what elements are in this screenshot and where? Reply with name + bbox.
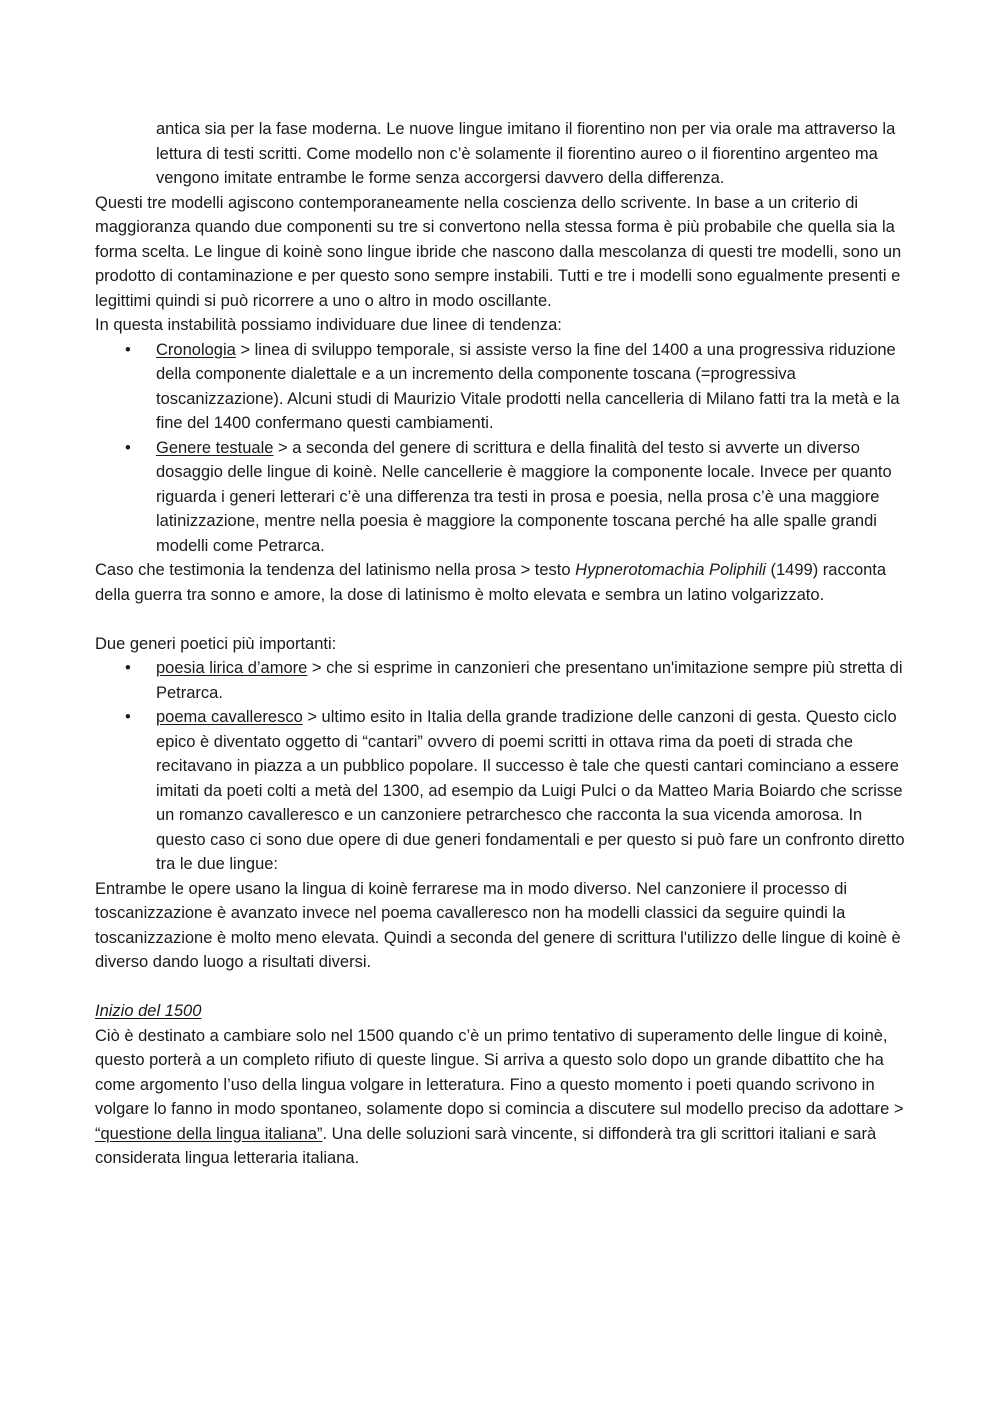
list-item-text: > che si esprime in canzonieri che presentano un'imitazione sempre più stretta di Petrarca.: [156, 659, 903, 702]
list-item-text: > linea di sviluppo temporale, si assiste verso la fine del 1400 a una progressiva riduzione della componente dialettale e a un incremento della componente toscana (=progressiva toscanizzazione). Alcuni studi di Maurizio Vitale prodotti nella cancelleria di Milano fatti tra la metà e la fine del 1400 confermano questi cambiamenti.: [156, 340, 900, 432]
document-page: [95, 117, 910, 1171]
bullet-icon: •: [125, 340, 131, 359]
list-item-text: > a seconda del genere di scrittura e della finalità del testo si avverte un diverso dosaggio delle lingue di koinè. Nelle cancellerie è maggiore la componente locale. Invece per quanto riguarda i generi letterari c’è una differenza tra testi in prosa e poesia, nella prosa c’è una maggiore latinizzazione, mentre nella poesia è maggiore la componente toscana perché ha alle spalle grandi modelli come Petrarca.: [156, 438, 892, 555]
paragraph-poetic-genres-intro: Due generi poetici più importanti:: [95, 634, 337, 653]
paragraph-koine-ferrarese: Entrambe le opere usano la lingua di koinè ferrarese ma in modo diverso. Nel canzoniere il processo di toscanizzazione è avanzato invece nel poema cavalleresco non ha modelli classici da seguire quindi la toscanizzazione è molto meno elevata. Quindi a seconda del genere di scrittura l'utilizzo delle lingue di koinè è diverso dando luogo a risultati diversi.: [95, 879, 901, 971]
term-genere-testuale: Genere testuale: [156, 438, 274, 457]
tendencies-list: [95, 338, 910, 559]
text-span: (1499) racconta della guerra tra sonno e amore, la dose di latinismo è molto elevata e sembra un latino volgarizzato.: [95, 561, 887, 604]
paragraph-inizio-1500: [95, 1024, 910, 1171]
blank-line: [95, 607, 910, 632]
list-item-poesia-lirica: [95, 656, 910, 705]
term-poesia-lirica: poesia lirica d’amore: [156, 659, 308, 677]
paragraph-three-models: Questi tre modelli agiscono contemporaneamente nella coscienza dello scrivente. In base a un criterio di maggioranza quando due componenti su tre si convertono nella stessa forma è più probabile che quella sia la forma scelta. Le lingue di koinè sono lingue ibride che nascono dalla mescolanza di questi tre modelli, sono un prodotto di contaminazione e per questo sono sempre instabili. Tutti e tre i modelli sono egualmente presenti e legittimi quindi si può ricorrere a uno o altro in modo oscillante.: [95, 193, 902, 310]
questione-lingua-link[interactable]: “questione della lingua italiana”: [95, 1124, 323, 1143]
bullet-icon: •: [125, 659, 131, 677]
paragraph-continuation: antica sia per la fase moderna. Le nuove lingue imitano il fiorentino non per via orale ma attraverso la lettura di testi scritti. Come modello non c’è solamente il fiorentino aureo o il fiorentino argenteo ma vengono imitate entrambe le forme senza accorgersi davvero della differenza.: [156, 120, 896, 187]
list-item-text: > ultimo esito in Italia della grande tradizione delle canzoni di gesta. Questo ciclo epico è diventato oggetto di “cantari” ovvero di poemi scritti in ottava rima da poeti di strada che recitavano in piazza a un pubblico popolare. Il successo è tale che questi cantari cominciano a essere imitati da poeti colti a metà del 1300, ad esempio da Luigi Pulci o da Matteo Maria Boiardo che scrisse un romanzo cavalleresco e un canzoniere petrarchesco che racconta la sua vicenda amorosa. In questo caso ci sono due opere di due generi fondamentali e per questo si può fare un confronto diretto tra le due lingue:: [156, 708, 905, 873]
text-span: . Una delle soluzioni sarà vincente, si diffonderà tra gli scrittori italiani e sarà considerata lingua letteraria italiana.: [95, 1124, 877, 1167]
term-cronologia: Cronologia: [156, 340, 236, 359]
paragraph-hypnerotomachia: [95, 558, 910, 607]
term-poema-cavalleresco: poema cavalleresco: [156, 708, 303, 726]
blank-line: [95, 975, 910, 1000]
text-span: Ciò è destinato a cambiare solo nel 1500 quando c’è un primo tentativo di superamento delle lingue di koinè, questo porterà a un completo rifiuto di queste lingue. Si arriva a questo solo dopo un grande dibattito che ha come argomento l’uso della lingua volgare in letteratura. Fino a questo momento i poeti quando scrivono in volgare lo fanno in modo spontaneo, solamente dopo si comincia a discutere sul modello preciso da adottare >: [95, 1026, 904, 1118]
bullet-icon: •: [125, 438, 131, 457]
section-heading: Inizio del 1500: [95, 1002, 202, 1020]
bullet-icon: •: [125, 708, 131, 726]
text-span: Caso che testimonia la tendenza del latinismo nella prosa > testo: [95, 561, 576, 579]
list-item-genere-testuale: [95, 436, 910, 559]
poetic-genres-list: [95, 656, 910, 877]
book-title: Hypnerotomachia Poliphili: [575, 561, 766, 579]
list-item-poema-cavalleresco: [95, 705, 910, 877]
paragraph-tendencies-intro: In questa instabilità possiamo individuare due linee di tendenza:: [95, 316, 562, 334]
list-item-cronologia: [95, 338, 910, 436]
